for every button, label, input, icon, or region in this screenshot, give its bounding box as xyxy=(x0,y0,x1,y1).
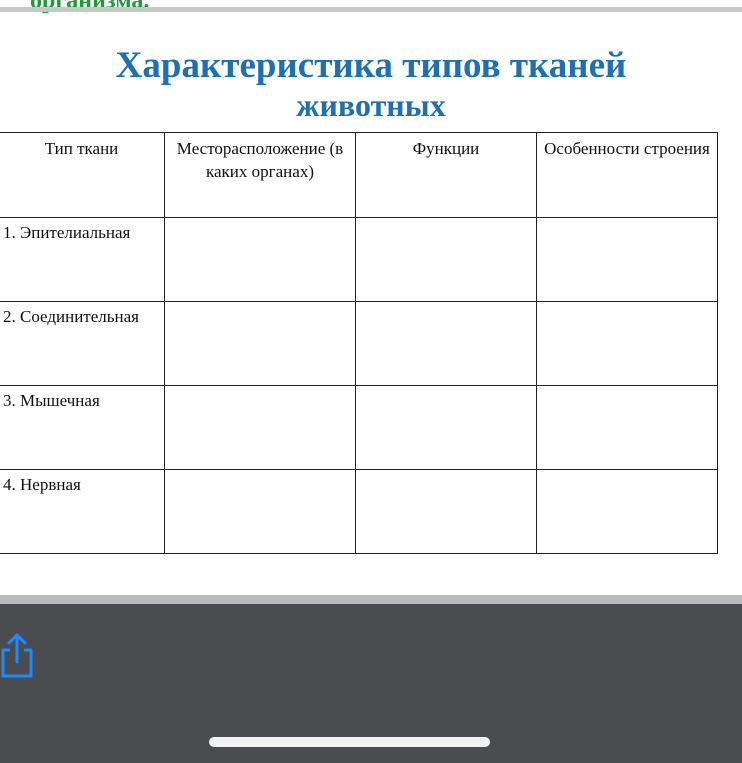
cell-location[interactable] xyxy=(165,218,356,302)
cell-functions[interactable] xyxy=(356,302,537,386)
cell-location[interactable] xyxy=(165,302,356,386)
title-line-2: животных xyxy=(296,87,446,123)
cell-tissue-type: 4. Нервная xyxy=(0,470,165,554)
cell-tissue-type: 1. Эпителиальная xyxy=(0,218,165,302)
share-button[interactable] xyxy=(0,630,38,680)
table-row xyxy=(0,302,718,386)
table-row xyxy=(0,386,718,470)
cell-functions[interactable] xyxy=(356,386,537,470)
table-row xyxy=(0,218,718,302)
cell-location[interactable] xyxy=(165,470,356,554)
header-functions: Функции xyxy=(356,133,537,218)
cell-functions[interactable] xyxy=(356,218,537,302)
cell-structure[interactable] xyxy=(537,470,718,554)
table-header-row xyxy=(0,133,718,218)
page-separator-top xyxy=(0,7,742,12)
title-line-1: Характеристика типов тканей xyxy=(115,45,627,86)
cell-tissue-type: 3. Мышечная xyxy=(0,386,165,470)
header-structure: Особенности строения xyxy=(537,133,718,218)
cell-tissue-type: 2. Соединительная xyxy=(0,302,165,386)
header-tissue-type: Тип ткани xyxy=(0,133,165,218)
cell-structure[interactable] xyxy=(537,302,718,386)
header-location: Месторасположение (в каких органах) xyxy=(165,133,356,218)
share-icon xyxy=(0,630,38,680)
tissue-table xyxy=(0,132,718,554)
cell-structure[interactable] xyxy=(537,218,718,302)
cell-location[interactable] xyxy=(165,386,356,470)
home-indicator[interactable] xyxy=(209,737,490,747)
page-title xyxy=(0,44,742,123)
cell-structure[interactable] xyxy=(537,386,718,470)
page-separator-bottom xyxy=(0,595,742,604)
table-row xyxy=(0,470,718,554)
cell-functions[interactable] xyxy=(356,470,537,554)
